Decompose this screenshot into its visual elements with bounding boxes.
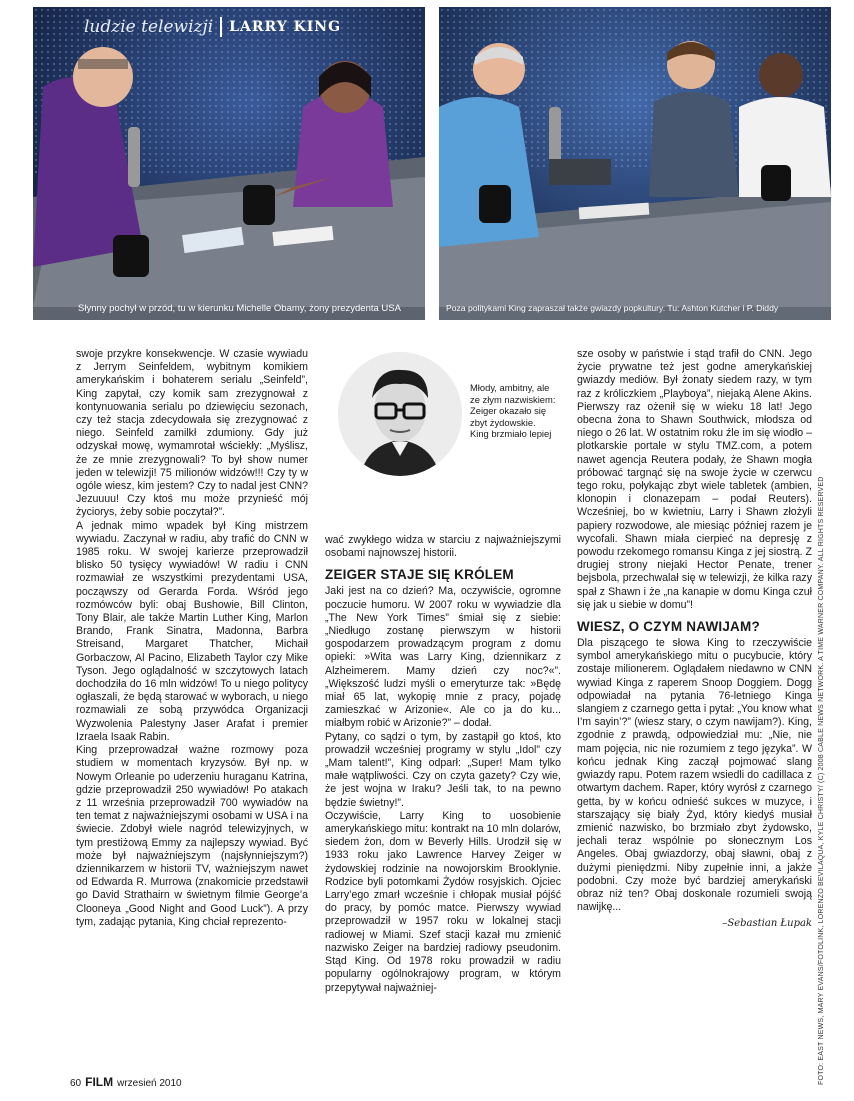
magazine-name: FILM bbox=[85, 1075, 114, 1089]
section-heading: ZEIGER STAJE SIĘ KRÓLEM bbox=[325, 567, 514, 583]
paragraph: sze osoby w państwie i stąd trafił do CNN. Jego życie prywatne też jest godne amerykańskiej gwiazdy mediów. Był żonaty siedem razy, w tym raz z króliczkiem „Playboya”, niejaką Alene Akins. Pierwszy raz ożenił się w wieku 18 lat! Jego obecna żona to Shawn Southwick, młodsza od niego o 26 lat. W ostatnim roku źle im się wiodło – plotkarskie portale w stylu TMZ.com, a potem nawet agencja Reutera podały, że Shawn mogła próbować targnąć się na swoje życie w czerwcu tego roku, połykając zbyt wiele tabletek (ambien, klonopin i clonazepam – podał Reuters). Wcześniej, bo w kwietniu, Larry i Shawn złożyli papiery rozwodowe, ale miesiąc później razem je wycofali. Shawn miała cierpieć na depresję z powodu rzekomego romansu Kinga z jej siostrą. Z drugiej strony niejaki Hector Penate, trener bejsbola, przechwalał się w telewizji, że kilka razy spał z Shawn i że „na kanapie w domu Kinga czuł się jak u siebie w domu”! bbox=[577, 348, 812, 611]
portrait-caption: Młody, ambitny, ale ze złym nazwiskiem: Zeiger okazało się zbyt żydowskie. King brzmiało lepiej bbox=[470, 382, 556, 440]
portrait-young-king bbox=[338, 352, 462, 476]
paragraph: King przeprowadzał ważne rozmowy poza studiem w momentach kryzysów. Był np. w Nowym Orleanie po uderzeniu huraganu Katrina, gdzie przeprowadził 250 wywiadów! Po atakach z 11 września przeprowadził 700 wywiadów na ten temat z najważniejszymi osobami w USA i na świecie. Zdobył wiele nagród telewizyjnych, w tym prestiżową Emmy za najlepszy wywiad. Być może był najważniejszym (najsłynniejszym?) dziennikarzem w historii TV, ważniejszym nawet od Edwarda R. Murrowa (znakomicie przedstawił go David Strathairn w świetnym filmie George’a Clooneya „Good Night and Good Luck”). A przy tym, zadając pytania, King chciał reprezento- bbox=[76, 744, 308, 928]
section-name: ludzie telewizji bbox=[84, 17, 214, 37]
page-footer bbox=[70, 1075, 182, 1089]
photo-caption-right: Poza politykami King zapraszał także gwiazdy popkultury. Tu: Ashton Kutcher i P. Diddy bbox=[446, 303, 779, 313]
article-column-1 bbox=[76, 348, 308, 929]
section-heading: WIESZ, O CZYM NAWIJAM? bbox=[577, 619, 760, 635]
photo-credits: FOTO: EAST NEWS, MARY EVANS/FOTOLINK, LORENZO BEVILAQUA, KYLE CHRISTY/ (C) 2008 CABLE NEWS NETWORK. A TIME WARNER COMPANY. ALL RIGHTS RESERVED bbox=[818, 476, 825, 1085]
paragraph: Pytany, co sądzi o tym, by zastąpił go ktoś, kto prowadził wcześniej programy w stylu „Idol” czy „Mam talent!”, King odparł: „Super! Mam tylko małe wątpliwości. Czy on czyta gazety? Czy wie, że jest wojna w Iraku? Jeśli tak, to na pewno będzie świetny!”. bbox=[325, 730, 561, 809]
photo-king-obama bbox=[33, 7, 425, 320]
portrait-image bbox=[338, 352, 462, 476]
paragraph: wać zwykłego widza w starciu z najważniejszymi osobami najnowszej historii. bbox=[325, 534, 561, 560]
studio-photo-right bbox=[439, 7, 831, 320]
header-separator bbox=[220, 17, 222, 37]
issue-date: wrzesień 2010 bbox=[117, 1078, 182, 1089]
photo-king-kutcher-diddy bbox=[439, 7, 831, 320]
article-column-2 bbox=[325, 534, 561, 995]
paragraph: swoje przykre konsekwencje. W czasie wywiadu z Jerrym Seinfeldem, wybitnym komikiem amerykańskim i bohaterem serialu „Seinfeld”, King zapytał, czy komik sam zrezygnował z kontynuowania serialu po dziewięciu sezonach, czy też stacja zdecydowała się zrezygnować z niego. Seinfeld zamilkł zdumiony. Gdy już odzyskał mowę, wymamrotał wściekły: „Myślisz, że ze mnie zrezygnowali? To był show numer jeden w telewizji! 75 milionów widzów!!! Czy ty w ogóle wiesz, kim jestem? Czy to nadal jest CNN? Jezuuuu! Czy ktoś mu może przynieść mój życiorys, żeby sobie poczytał?”. bbox=[76, 348, 308, 519]
paragraph: Jaki jest na co dzień? Ma, oczywiście, ogromne poczucie humoru. W 2007 roku w wywiadzie dla „The New York Times” śmiał się z siebie: „Niedługo zostanę pierwszym w historii gospodarzem prowadzącym program z domu opieki: »Wita was Larry King, dziennikarz z Alzheimerem. Mamy dzień czy noc?«”. „Większość ludzi myśli o emeryturze tak: »Będę miał 65 lat, wykopię mnie z pracy, pojadę zamieszkać w Arizonie«. Ale co ja do ku... miałbym robić w Arizonie?” – dodał. bbox=[325, 585, 561, 730]
photo-caption-left: Słynny pochył w przód, tu w kierunku Michelle Obamy, żony prezydenta USA bbox=[78, 303, 401, 314]
page-number: 60 bbox=[70, 1078, 82, 1089]
author-signature: –Sebastian Łupak bbox=[722, 918, 812, 930]
article-name: LARRY KING bbox=[229, 19, 342, 35]
article-column-3 bbox=[577, 348, 812, 931]
studio-photo-left bbox=[33, 7, 425, 320]
paragraph: Dla piszącego te słowa King to rzeczywiście symbol amerykańskiego mitu o pucybucie, który zostaje milionerem. Oglądałem niedawno w CNN wywiad Kinga z raperem Snoop Doggiem. Dogg odpowiadał na pytania 76-letniego Kinga slangiem z czarnego getta i pytał: „You know what I’m sayin’?” (wiesz stary, o czym nawijam?). King, zgodnie z prawdą, odpowiedział mu: „Nie, nie mam pojęcia, nic nie rozumiem z tego języka”. W końcu jednak King zaczął pojmować slang gwiazdy rapu. Potem razem wsiedli do cadillaca z otwartym dachem. Raper, który wyrósł z czarnego getta, by w końcu odnieść sukces w muzyce, i starszający się biały Żyd, który kiedyś musiał zmienić nazwisko, bo brzmiało zbyt żydowsko, jechali teraz wspólnie po słonecznym Los Angeles. Obaj gwiazdorzy, obaj sławni, obaj z dużymi pieniędzmi. Niby zupełnie inni, a jakże podobni. Czy może być bardziej amerykański obraz niż ten? Obaj doskonale rozumieli swoją nawijkę... bbox=[577, 637, 812, 914]
section-header bbox=[84, 14, 341, 40]
paragraph: Oczywiście, Larry King to uosobienie amerykańskiego mitu: kontrakt na 10 mln dolarów, siedem żon, dom w Beverly Hills. Urodził się w 1933 roku jako Lawrence Harvey Zeiger w żydowskiej rodzinie na nowojorskim Brooklynie. Rodzice byli potomkami Żydów rosyjskich. Ojciec Larry’ego zmarł wcześnie i chłopak musiał pójść do pracy, by pomóc matce. Pierwszy wywiad przeprowadził w 1957 roku w lokalnej stacji radiowej w Miami. Szef stacji kazał mu zmienić nazwisko Zeiger na bardziej radiowy pseudonim. Stąd King. Od 1978 roku prowadził w radiu popularny ogólnokrajowy program, w którym przepytywał najważniej- bbox=[325, 809, 561, 994]
paragraph: A jednak mimo wpadek był King mistrzem wywiadu. Zaczynał w radiu, aby trafić do CNN w 1985 roku. W swojej karierze przeprowadził blisko 50 tysięcy wywiadów! W radiu i CNN rozmawiał ze wszystkimi prezydentami USA, począwszy od Gerarda Forda. Wśród jego rozmówców byli: obaj Bushowie, Bill Clinton, Tony Blair, ale także Martin Luther King, Marlon Brando, Frank Sinatra, Madonna, Barbra Streisand, Margaret Thatcher, Michaił Gorbaczow, Al Pacino, Elizabeth Taylor czy Mike Tyson. Jego oglądalność w szczytowych latach dochodziła do 16 mln widzów! To u niego politycy ogłaszali, że będą starować w wyborach, u niego rozmawiali ze sobą przywódca Organizacji Wyzwolenia Palestyny Jaser Arafat i premier Izraela Isaak Rabin. bbox=[76, 519, 308, 743]
